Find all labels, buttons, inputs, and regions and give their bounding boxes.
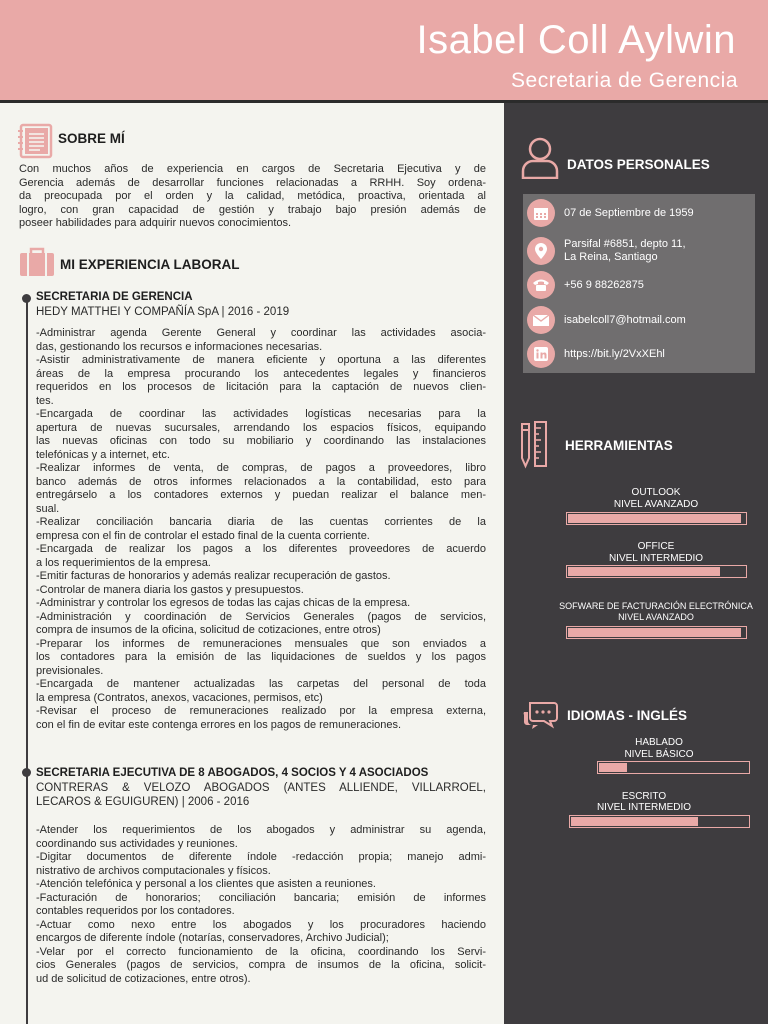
timeline-dot [22,294,31,303]
personal-info-line: Parsifal #6851, depto 11, [564,238,686,250]
person-icon [521,137,559,179]
briefcase-icon [19,247,55,277]
mail-icon [527,306,555,334]
tool-name: OUTLOOK [631,487,681,498]
job-company-line: CONTRERAS & VELOZO ABOGADOS (ANTES ALLIENDE, VILLARROEL, [36,782,486,794]
job-duties [36,824,486,986]
candidate-role: Secretaria de Gerencia [511,69,738,92]
job-duty-line: -Atención telefónica y personal a los clientes que asisten a reuniones. [36,878,376,890]
notebook-icon [18,123,54,159]
job-duty-line: -Encargada de realizar los pagos a los diferentes proveedores de acuerdo [36,543,486,555]
job-duty-line: ud de solicitud de cotizaciones, entre otros). [36,972,251,985]
job-duty-line: previsionales. [36,664,104,677]
job-duty-line: -Preparar los informes de remuneraciones mensuales que son enviados a [36,637,486,650]
level-bar-fill [568,514,741,523]
job-duty-line: -Atender los requerimientos de los abogados y administrar su agenda, [36,824,486,836]
job-title: SECRETARIA DE GERENCIA [36,291,193,303]
personal-info-box [523,194,755,373]
language-level-bar [569,815,750,828]
job-duty-line: -Administrar agenda Gerente General y coordinar las actividades asocia- [36,327,486,339]
tool-level-bar [566,565,747,578]
tool-level-bar [566,626,747,639]
personal-title: DATOS PERSONALES [567,157,710,172]
job-company-line: LECAROS & EGUIGUREN) | 2006 - 2016 [36,795,250,808]
job-duty-line: banco además de otros informes relacionados a la contabilidad, esto para [36,475,486,488]
personal-info-text [564,207,694,220]
level-bar-fill [568,628,741,637]
job-title: SECRETARIA EJECUTIVA DE 8 ABOGADOS, 4 SOCIOS Y 4 ASOCIADOS [36,767,429,779]
personal-info-text [564,238,686,264]
personal-info-text [564,348,665,361]
job-duty-line: -Velar por el correcto funcionamiento de la oficina, coordinando los Servi- [36,945,486,958]
job-duty-line: telefónicas y a internet, etc. [36,448,170,461]
languages-title: IDIOMAS - INGLÉS [567,708,688,723]
personal-info-line: 07 de Septiembre de 1959 [564,207,694,219]
about-line: Gerencia además de desarrollar funciones relacionadas a RRHH. Soy ordena- [19,176,486,189]
personal-info-row[interactable] [523,340,755,370]
job-duty-line: -Digitar documentos de diferente índole -redacción propia; manejo admi- [36,851,486,863]
job-duty-line: -Administrar y controlar los egresos de todas las cajas chicas de la empresa. [36,597,411,609]
pencil-ruler-icon [519,420,549,470]
about-line: poseer habilidades para adquirir nuevos conocimientos. [19,217,292,229]
job-duty-line: requeridos en los procesos de licitación para la captación de nuevos clien- [36,381,486,393]
job-duty-line: -Administración y coordinación de Servicios Generales (pagos de servicios, [36,610,486,623]
personal-info-line: +56 9 88262875 [564,279,644,291]
header-banner [0,0,768,100]
job-duty-line: -Actuar como nexo entre los abogados y los procuradores haciendo [36,918,486,931]
job-duty-line: a los requerimientos de la empresa. [36,556,211,569]
job-duty-line: cios Generales (pagos de servicios, compra de insumos de la oficina, solicit- [36,959,486,971]
job-duty-line: -Revisar el proceso de remuneraciones realizado por la empresa externa, [36,705,486,717]
about-text [19,163,486,231]
job-duty-line: -Encargada de coordinar las actividades logísticas necesarias para la [36,408,486,420]
level-bar-fill [571,817,698,826]
job-duty-line: con el fin de evitar este contenga errores en los pagos de remuneraciones. [36,718,402,731]
personal-info-line: https://bit.ly/2VxXEhl [564,348,665,360]
job-duty-line: entregárselo a los contadores externos y puedan realizar el balance men- [36,489,486,501]
job-duties [36,327,486,732]
tool-level-bar [566,512,747,525]
job-duty-line: sual. [36,502,60,515]
about-title: SOBRE MÍ [58,131,125,146]
language-skill: HABLADO [635,737,683,748]
job-duty-line: encargos de diferente índole (notarías, conservadores, Archivo Judicial); [36,932,389,944]
phone-icon [527,271,555,299]
job-duty-line: coordinando sus actividades y reuniones. [36,837,238,850]
calendar-icon [527,199,555,227]
job-duty-line: -Emitir facturas de honorarios y además realizar recuperación de gastos. [36,570,391,582]
about-line: Con muchos años de experiencia en cargos de Secretaria Ejecutiva y de [19,163,486,175]
language-skill: ESCRITO [621,791,667,802]
job-duty-line: las nuevas oficinas con todo su mobiliario y coordinando las instalaciones [36,435,486,447]
job-duty-line: la empresa (Contratos, anexos, vacaciones, permisos, etc) [36,691,323,704]
timeline-dot [22,768,31,777]
candidate-name: Isabel Coll Aylwin [416,18,736,62]
location-pin-icon [527,237,555,265]
personal-info-row [523,199,755,229]
tool-level: NIVEL AVANZADO [618,612,694,622]
job-duty-line: -Controlar de manera diaria los gastos y presupuestos. [36,583,304,596]
job-duty-line: empresa con el fin de controlar el estado final de la cuenta corriente. [36,529,370,542]
personal-info-line: isabelcoll7@hotmail.com [564,314,686,326]
about-line: da preocupada por el orden y la calidad, metódica, proactiva, orientada al [19,190,486,202]
personal-info-text [564,279,644,292]
job-duty-line: -Facturación de honorarios; conciliación bancaria; emisión de informes [36,891,486,904]
job-company-line: HEDY MATTHEI Y COMPAÑÍA SpA | 2016 - 2019 [36,306,290,318]
level-bar-fill [568,567,720,576]
personal-info-row [523,237,755,267]
personal-info-text [564,314,686,327]
tools-title: HERRAMIENTAS [565,438,673,453]
job-duty-line: -Encargada de mantener actualizadas las carpetas del personal de toda [36,678,486,690]
job-duty-line: contables requeridos por los contadores. [36,905,235,917]
language-level-bar [597,761,750,774]
job-duty-line: compra de insumos de la oficina, solicitud de cotizaciones, entre otros) [36,624,381,636]
personal-info-row[interactable] [523,306,755,336]
tool-level: NIVEL INTERMEDIO [608,553,704,564]
job-duty-line: das, gestionando los recursos e informaciones necesarias. [36,340,323,353]
language-level: NIVEL INTERMEDIO [596,802,692,813]
about-line: logro, con gran capacidad de gestión y trabajo bajo presión además de [19,203,486,216]
job-duty-line: áreas de la empresa procurando los antecedentes legales y financieros [36,367,486,380]
linkedin-icon [527,340,555,368]
job-duty-line: nistrativo de archivos computacionales y físicos. [36,864,271,877]
job-duty-line: los contadores para la emisión de las liquidaciones de sueldos y los pagos [36,651,486,663]
level-bar-fill [599,763,627,772]
job-duty-line: -Realizar informes de venta, de compras, de pagos a proveedores, libro [36,462,486,474]
experience-title: MI EXPERIENCIA LABORAL [60,257,240,272]
language-level: NIVEL BÁSICO [624,749,694,760]
job-duty-line: -Realizar conciliación bancaria diaria de las cuentas corrientes de la [36,516,486,528]
job-duty-line: -Asistir administrativamente de manera eficiente y oportuna a las diferentes [36,354,486,366]
personal-info-row [523,271,755,301]
tool-name: SOFWARE DE FACTURACIÓN ELECTRÓNICA [559,601,753,611]
tool-name: OFFICE [637,541,675,552]
job-duty-line: apertura de nuevas sucursales, arrendando los espacios físicos, equipando [36,421,486,434]
personal-info-line: La Reina, Santiago [564,251,658,263]
timeline-line [26,296,28,1024]
job-company [36,306,486,320]
speech-bubbles-icon [520,700,558,732]
job-duty-line: tes. [36,394,54,407]
job-company [36,782,486,809]
tool-level: NIVEL AVANZADO [613,499,699,510]
